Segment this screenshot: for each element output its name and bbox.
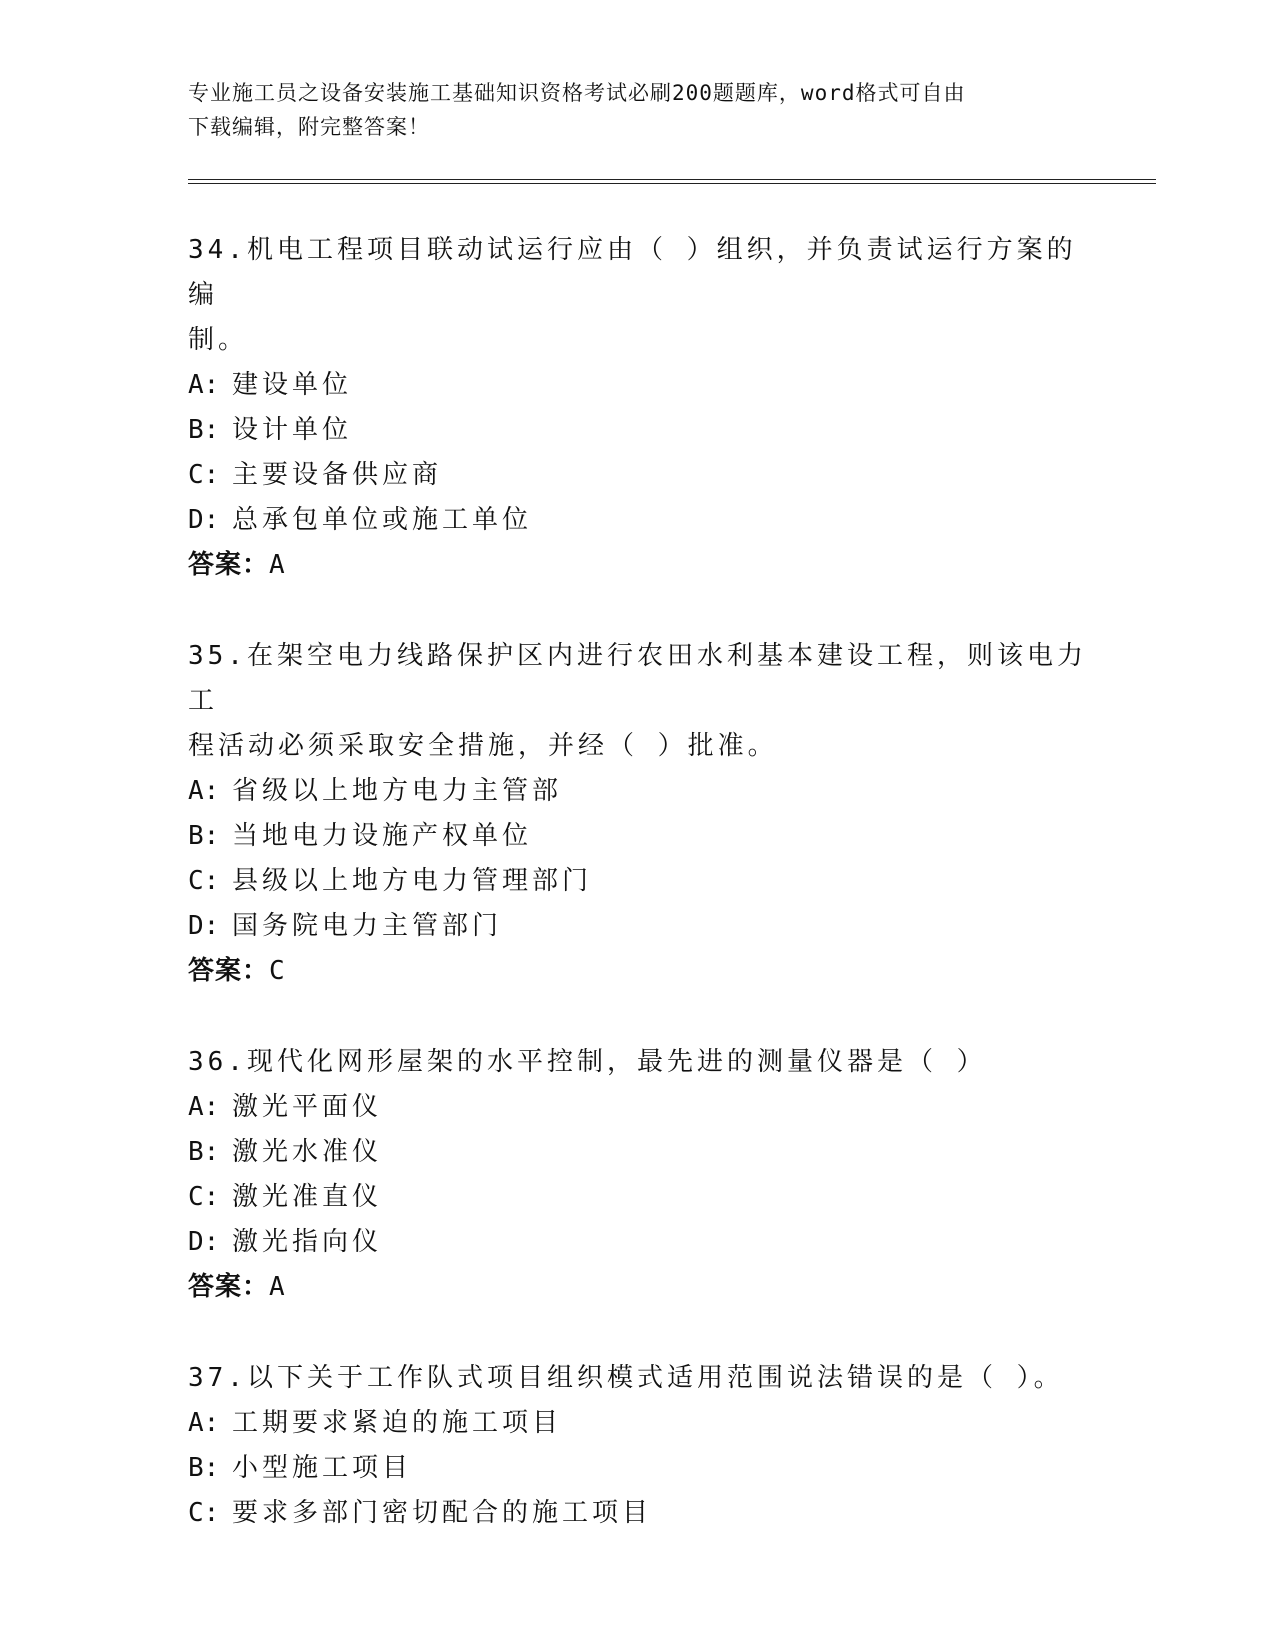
answer-label: 答案： bbox=[188, 1272, 270, 1302]
option-text: 激光准直仪 bbox=[232, 1182, 383, 1212]
answer-line bbox=[188, 1265, 1088, 1310]
answer-line bbox=[188, 543, 1088, 588]
answer-line bbox=[188, 949, 1088, 994]
option-text: 设计单位 bbox=[232, 415, 353, 445]
question-34 bbox=[188, 228, 1088, 588]
option-d bbox=[188, 498, 1088, 543]
question-list bbox=[188, 228, 1088, 1582]
option-letter: B: bbox=[188, 1137, 220, 1167]
option-a bbox=[188, 363, 1088, 408]
option-text: 激光平面仪 bbox=[232, 1092, 383, 1122]
option-text: 激光水准仪 bbox=[232, 1137, 383, 1167]
question-stem-line-1: 36.现代化网形屋架的水平控制，最先进的测量仪器是（ ） bbox=[188, 1047, 987, 1077]
option-text: 总承包单位或施工单位 bbox=[232, 505, 533, 535]
option-letter: C: bbox=[188, 460, 220, 490]
option-a bbox=[188, 1401, 1088, 1446]
option-d bbox=[188, 1220, 1088, 1265]
option-text: 要求多部门密切配合的施工项目 bbox=[232, 1498, 653, 1528]
option-text: 国务院电力主管部门 bbox=[232, 911, 503, 941]
answer-value: A bbox=[269, 550, 286, 580]
option-letter: A: bbox=[188, 370, 220, 400]
option-text: 激光指向仪 bbox=[232, 1227, 383, 1257]
question-stem-line-1: 35.在架空电力线路保护区内进行农田水利基本建设工程，则该电力工 bbox=[188, 641, 1087, 716]
option-text: 工期要求紧迫的施工项目 bbox=[232, 1408, 563, 1438]
answer-label: 答案： bbox=[188, 956, 270, 986]
option-letter: A: bbox=[188, 1092, 220, 1122]
answer-label: 答案： bbox=[188, 550, 270, 580]
answer-value: A bbox=[269, 1272, 286, 1302]
option-b bbox=[188, 408, 1088, 453]
option-text: 建设单位 bbox=[232, 370, 353, 400]
header-line-2: 下载编辑，附完整答案！ bbox=[188, 115, 430, 139]
question-37 bbox=[188, 1356, 1088, 1536]
question-35 bbox=[188, 634, 1088, 994]
option-b bbox=[188, 1446, 1088, 1491]
question-stem-line-1: 34.机电工程项目联动试运行应由（ ）组织，并负责试运行方案的编 bbox=[188, 235, 1077, 310]
option-letter: B: bbox=[188, 415, 220, 445]
option-text: 省级以上地方电力主管部 bbox=[232, 776, 563, 806]
header-divider-bottom bbox=[188, 183, 1156, 184]
option-text: 当地电力设施产权单位 bbox=[232, 821, 533, 851]
option-letter: C: bbox=[188, 866, 220, 896]
option-letter: D: bbox=[188, 911, 220, 941]
option-letter: C: bbox=[188, 1498, 220, 1528]
option-c bbox=[188, 1491, 1088, 1536]
option-a bbox=[188, 769, 1088, 814]
question-stem-line-2: 程活动必须采取安全措施，并经（ ）批准。 bbox=[188, 731, 778, 761]
option-letter: A: bbox=[188, 1408, 220, 1438]
option-text: 小型施工项目 bbox=[232, 1453, 413, 1483]
option-letter: D: bbox=[188, 505, 220, 535]
option-letter: A: bbox=[188, 776, 220, 806]
header-line-1: 专业施工员之设备安装施工基础知识资格考试必刷200题题库，word格式可自由 bbox=[188, 81, 966, 105]
option-letter: D: bbox=[188, 1227, 220, 1257]
option-letter: B: bbox=[188, 821, 220, 851]
option-text: 主要设备供应商 bbox=[232, 460, 443, 490]
option-c bbox=[188, 859, 1088, 904]
option-letter: C: bbox=[188, 1182, 220, 1212]
option-d bbox=[188, 904, 1088, 949]
option-letter: B: bbox=[188, 1453, 220, 1483]
question-stem-line-2: 制。 bbox=[188, 325, 249, 355]
header-divider-top bbox=[188, 179, 1156, 180]
option-b bbox=[188, 814, 1088, 859]
question-stem-line-1: 37.以下关于工作队式项目组织模式适用范围说法错误的是（ ）。 bbox=[188, 1363, 1064, 1393]
option-c bbox=[188, 453, 1088, 498]
document-header bbox=[188, 76, 1088, 144]
question-36 bbox=[188, 1040, 1088, 1310]
option-text: 县级以上地方电力管理部门 bbox=[232, 866, 593, 896]
option-c bbox=[188, 1175, 1088, 1220]
option-b bbox=[188, 1130, 1088, 1175]
answer-value: C bbox=[269, 956, 286, 986]
option-a bbox=[188, 1085, 1088, 1130]
